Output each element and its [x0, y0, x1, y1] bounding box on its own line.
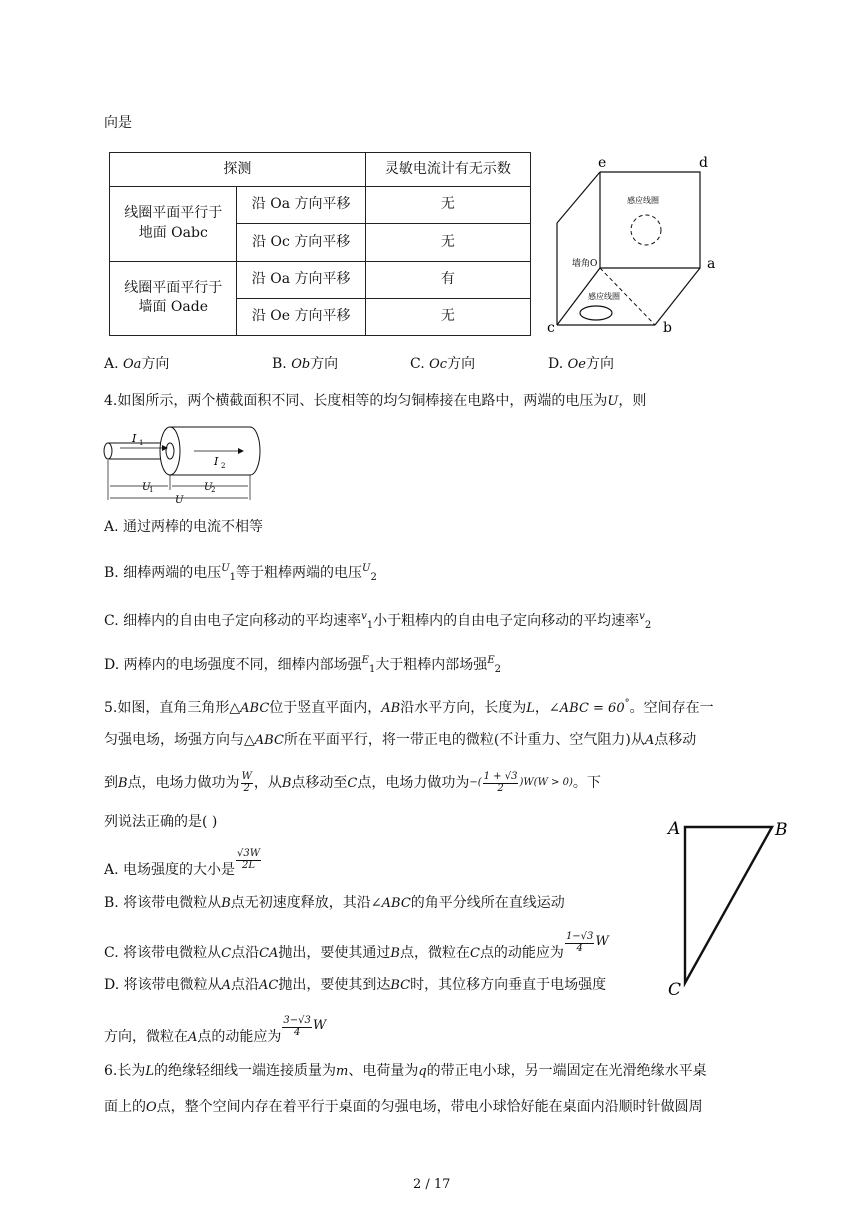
table-cell-result: 有 [365, 261, 530, 298]
table-cell-move: 沿 Oa 方向平移 [237, 261, 365, 298]
q5-option-d-cont: 方向，微粒在 A 点的动能应为 $\frac{3-√3}{4}$ W [104, 1015, 327, 1045]
table-cell-move: 沿 Oe 方向平移 [237, 298, 365, 335]
q5-option-b: B. 将该带电微粒从B点无初速度释放，其沿∠ABC的角平分线所在直线运动 [104, 895, 565, 911]
i1-label: I [132, 432, 137, 445]
vertex-c-label: C [668, 980, 682, 1000]
svg-text:1: 1 [149, 486, 154, 494]
vertex-b-label: B [775, 820, 788, 840]
wall-coil [631, 215, 661, 245]
floor-coil-label: 感应线圈 [588, 292, 620, 301]
wall-corner-figure [545, 150, 725, 340]
q4-option-a: A. 通过两棒的电流不相等 [104, 519, 264, 535]
table-cell-move: 沿 Oa 方向平移 [237, 187, 365, 224]
q4-option-b: B. 细棒两端的电压$^U_1$等于粗棒两端的电压$^U_2$ [104, 563, 377, 583]
floor-coil [580, 306, 612, 320]
label-b: b [663, 320, 672, 336]
q4-stem: 4.如图所示，两个横截面积不同、长度相等的均匀铜棒接在电路中，两端的电压为U，则 [104, 393, 647, 409]
svg-text:1: 1 [139, 439, 144, 447]
table-cell-result: 无 [365, 224, 530, 261]
u-label: U [175, 495, 184, 506]
q4-option-d: D. 两棒内的电场强度不同，细棒内部场强$^E_1$大于粗棒内部场强$^E_2$ [104, 655, 501, 675]
table-group-label: 线圈平面平行于 墙面 Oade [110, 261, 237, 335]
label-e: e [598, 155, 607, 171]
table-header-result: 灵敏电流计有无示数 [365, 153, 530, 187]
q5-stem-line1: 5.如图，直角三角形△ABC位于竖直平面内，AB沿水平方向，长度为L，∠ABC = 60°。空间存在一 [104, 698, 714, 716]
q5-stem-line2: 匀强电场，场强方向与△ABC所在平面平行，将一带正电的微粒(不计重力、空气阻力)从A点移动 [104, 732, 697, 748]
label-c: c [547, 320, 555, 336]
svg-text:2: 2 [221, 462, 226, 470]
q6-stem-line2: 面上的O点，整个空间内存在着平行于桌面的匀强电场，带电小球恰好能在桌面内沿顺时针做圆周 [104, 1099, 703, 1115]
copper-rods-figure [98, 420, 268, 508]
u1-label: U [142, 482, 151, 493]
corner-label: 墙角O [572, 259, 598, 269]
table-cell-result: 无 [365, 187, 530, 224]
q4-option-c: C. 细棒内的自由电子定向移动的平均速率$^v_1$小于粗棒内的自由电子定向移动的平均速率$^v_2$ [104, 611, 652, 631]
table-header-probe: 探测 [110, 153, 366, 187]
q5-option-c: C. 将该带电微粒从 C 点沿 CA 抛出，要使其通过 B 点，微粒在 C 点的动能应为 $\frac{1-√3}{4}$ W [104, 931, 609, 961]
page-number: 2 / 17 [413, 1177, 451, 1192]
label-a: a [707, 256, 716, 272]
q3-option-c: C. Oc方向 [410, 356, 476, 372]
wall-coil-label: 感应线圈 [627, 196, 659, 205]
u2-label: U [204, 482, 213, 493]
q5-option-a: A. 电场强度的大小是 $\frac{√3W}{2L}$ [104, 848, 261, 878]
label-d: d [699, 155, 708, 171]
vertex-a-label: A [668, 819, 681, 839]
detection-table [109, 152, 531, 336]
table-cell-move: 沿 Oc 方向平移 [237, 224, 365, 261]
q5-stem-line3: 到 B 点，电场力做功为 $\frac{W}{2}$ ，从 B 点移动至 C 点，电场力做功为 −( $\frac{1 + √3}{2}$ )W(W > 0) 。下 [104, 771, 601, 794]
triangle-figure [660, 815, 800, 1000]
svg-text:2: 2 [211, 486, 216, 494]
table-cell-result: 无 [365, 298, 530, 335]
q5-stem-line4: 列说法正确的是( ) [104, 814, 218, 830]
q3-option-a: A. Oa方向 [104, 356, 170, 372]
i2-label: I [214, 455, 219, 468]
table-group-label: 线圈平面平行于 地面 Oabc [110, 187, 237, 261]
intro-text: 向是 [104, 115, 132, 131]
q3-option-b: B. Ob方向 [272, 356, 339, 372]
q6-stem-line1: 6.长为L的绝缘轻细线一端连接质量为m、电荷量为q的带正电小球，另一端固定在光滑绝缘水平桌 [104, 1063, 707, 1079]
q3-option-d: D. Oe方向 [548, 356, 614, 372]
q5-option-d: D. 将该带电微粒从A点沿AC抛出，要使其到达BC时，其位移方向垂直于电场强度 [104, 977, 607, 993]
